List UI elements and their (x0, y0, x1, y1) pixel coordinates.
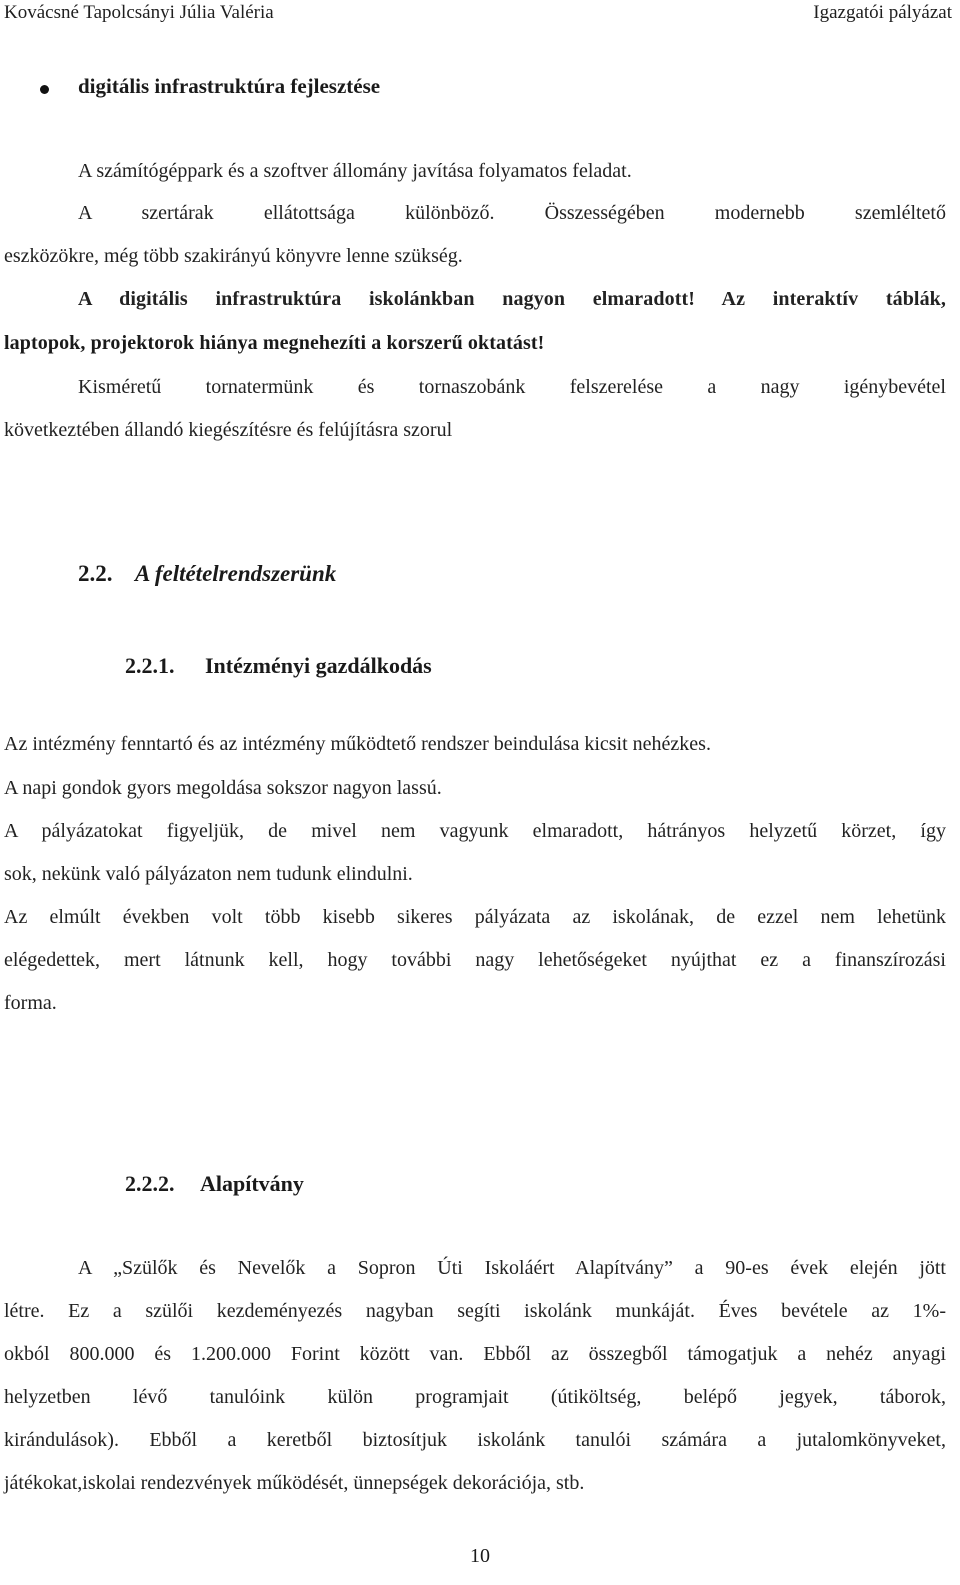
section-title: A feltételrendszerünk (135, 561, 337, 586)
bullet-item-heading: digitális infrastruktúra fejlesztése (78, 74, 381, 98)
infra-paragraph-4-line-1: Kisméretű tornatermünk és tornaszobánk felszerelése a nagy igénybevétel (78, 376, 946, 398)
sub1-line-6: elégedettek, mert látnunk kell, hogy további nagy lehetőségeket nyújthat ez a finanszírozási (4, 949, 946, 971)
sub1-line-3: A pályázatokat figyeljük, de mivel nem vagyunk elmaradott, hátrányos helyzetű körzet, így (4, 820, 946, 842)
sub1-line-5: Az elmúlt években volt több kisebb sikeres pályázata az iskolának, de ezzel nem lehetünk (4, 906, 946, 928)
infra-paragraph-3-line-2: laptopok, projektorok hiánya megnehezíti a korszerű oktatást! (4, 332, 545, 354)
section-number: 2.2. (78, 561, 113, 586)
header-document-title: Igazgatói pályázat (813, 2, 952, 23)
page-number: 10 (470, 1545, 490, 1567)
infra-paragraph-1: A számítógéppark és a szoftver állomány javítása folyamatos feladat. (78, 160, 632, 182)
subsection-2-number: 2.2.2. (125, 1171, 175, 1196)
sub2-line-2: létre. Ez a szülői kezdeményezés nagyban segíti iskolánk munkáját. Éves bevétele az 1%- (4, 1300, 946, 1322)
infra-paragraph-3-line-1: A digitális infrastruktúra iskolánkban nagyon elmaradott! Az interaktív táblák, (78, 288, 946, 310)
infra-paragraph-2-line-2: eszközökre, még több szakirányú könyvre lenne szükség. (4, 245, 463, 267)
subsection-2-title: Alapítvány (200, 1171, 304, 1196)
sub2-line-5: kirándulások). Ebből a keretből biztosítjuk iskolánk tanulói számára a jutalomkönyveket, (4, 1429, 946, 1451)
subsection-1-title: Intézményi gazdálkodás (205, 653, 432, 678)
sub2-line-3: okból 800.000 és 1.200.000 Forint között van. Ebből az összegből támogatjuk a nehéz anyagi (4, 1343, 946, 1365)
bullet-dot-icon (40, 85, 49, 94)
infra-paragraph-2-line-1: A szertárak ellátottsága különböző. Összességében modernebb szemléltető (78, 202, 946, 224)
sub2-line-6: játékokat,iskolai rendezvények működését, ünnepségek dekorációja, stb. (4, 1472, 585, 1494)
page-header (0, 0, 960, 30)
sub1-line-2: A napi gondok gyors megoldása sokszor nagyon lassú. (4, 777, 442, 799)
infra-paragraph-4-line-2: következtében állandó kiegészítésre és felújításra szorul (4, 419, 453, 441)
sub2-line-1: A „Szülők és Nevelők a Sopron Úti Iskoláért Alapítvány” a 90-es évek elején jött (78, 1257, 946, 1279)
sub1-line-4: sok, nekünk való pályázaton nem tudunk elindulni. (4, 863, 413, 885)
sub1-line-7: forma. (4, 992, 57, 1014)
header-author: Kovácsné Tapolcsányi Júlia Valéria (4, 2, 274, 23)
sub2-line-4: helyzetben lévő tanulóink külön programjait (útiköltség, belépő jegyek, táborok, (4, 1386, 946, 1408)
sub1-line-1: Az intézmény fenntartó és az intézmény működtető rendszer beindulása kicsit nehézkes. (4, 733, 711, 755)
subsection-1-number: 2.2.1. (125, 653, 175, 678)
